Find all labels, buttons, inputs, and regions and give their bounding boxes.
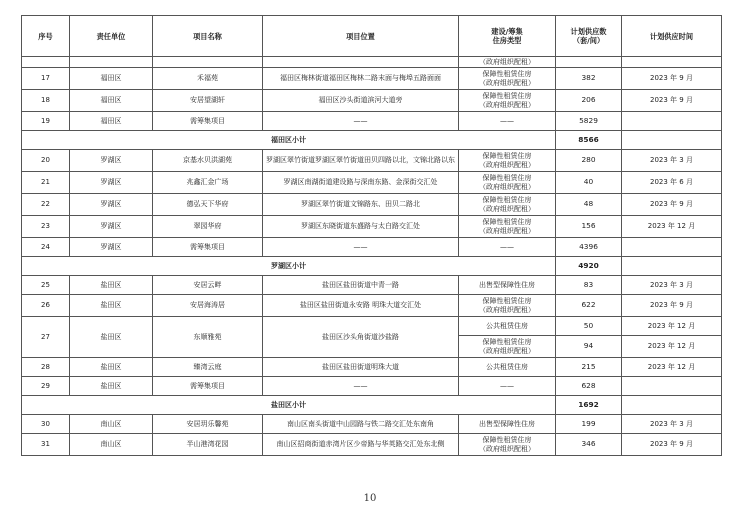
- cell-type: ——: [459, 238, 556, 257]
- cell-name: 需筹集项目: [153, 112, 263, 131]
- cell-name: 安居玥乐馨苑: [153, 415, 263, 434]
- cell-name: 翠园华府: [153, 216, 263, 238]
- cell-type: [459, 194, 556, 216]
- cell-quantity: 382: [556, 68, 622, 90]
- cell-type-line1: 保障性租赁住房: [482, 338, 532, 347]
- cell-location: 南山区南头街道中山园路与铁二路交汇处东南角: [263, 415, 459, 434]
- cell-quantity: 94: [556, 336, 622, 358]
- cell-type-line1: 保障性租赁住房: [482, 70, 532, 79]
- cell-time: 2023 年 9 月: [622, 434, 722, 456]
- cell-time: [622, 57, 722, 68]
- subtotal-value: 8566: [556, 131, 622, 150]
- header-line-1: 建设/筹集: [491, 27, 523, 36]
- cell-no: 30: [22, 415, 70, 434]
- cell-type-line2: （政府组织配租）: [479, 305, 535, 314]
- cell-quantity: 206: [556, 90, 622, 112]
- cell-unit: 南山区: [70, 415, 153, 434]
- cell-name: 需筹集项目: [153, 377, 263, 396]
- cell-location: 罗湖区东晓街道东盛路与太白路交汇处: [263, 216, 459, 238]
- subtotal-row: [22, 257, 722, 276]
- cell-name: 臻湾云庭: [153, 358, 263, 377]
- cell-unit: 盐田区: [70, 358, 153, 377]
- cell-quantity: 156: [556, 216, 622, 238]
- cell-location: 盐田区盐田街道明珠大道: [263, 358, 459, 377]
- cell-location: 福田区沙头街道滨河大道旁: [263, 90, 459, 112]
- cell-time: [622, 112, 722, 131]
- cell-time: [622, 396, 722, 415]
- header-unit: 责任单位: [70, 16, 153, 57]
- cell-no: 31: [22, 434, 70, 456]
- cell-location: 福田区梅林街道福田区梅林二路末面与梅埠五路面面: [263, 68, 459, 90]
- cell-type-line2: （政府组织配租）: [479, 444, 535, 453]
- table-row: [22, 57, 722, 68]
- cell-type-line1: 保障性租赁住房: [482, 92, 532, 101]
- cell-location: ——: [263, 112, 459, 131]
- cell-unit: 盐田区: [70, 276, 153, 295]
- table-row: [22, 216, 722, 238]
- cell-quantity: 346: [556, 434, 622, 456]
- cell-name: 安居云畔: [153, 276, 263, 295]
- subtotal-value: 1692: [556, 396, 622, 415]
- cell-name: 东顺雅苑: [153, 317, 263, 358]
- cell-name: 兆鑫汇金广场: [153, 172, 263, 194]
- table-row: [22, 68, 722, 90]
- cell-type-line2: （政府组织配租）: [479, 78, 535, 87]
- table-row: [22, 150, 722, 172]
- cell-time: 2023 年 9 月: [622, 90, 722, 112]
- cell-type: 出售型保障性住房: [459, 415, 556, 434]
- cell-quantity: 215: [556, 358, 622, 377]
- cell-unit: 罗湖区: [70, 238, 153, 257]
- cell-name: 禾福苑: [153, 68, 263, 90]
- cell-name: 京基水贝洪湖苑: [153, 150, 263, 172]
- cell-time: [622, 377, 722, 396]
- cell-location: 盐田区盐田街道中青一路: [263, 276, 459, 295]
- cell-type-line1: 保障性租赁住房: [482, 297, 532, 306]
- cell-no: 27: [22, 317, 70, 358]
- table-row: [22, 358, 722, 377]
- cell-quantity: 5829: [556, 112, 622, 131]
- cell-time: 2023 年 3 月: [622, 276, 722, 295]
- cell-quantity: 50: [556, 317, 622, 336]
- cell-time: 2023 年 3 月: [622, 415, 722, 434]
- cell-type: [459, 68, 556, 90]
- cell-time: 2023 年 12 月: [622, 358, 722, 377]
- cell-no: 29: [22, 377, 70, 396]
- cell-quantity: [556, 57, 622, 68]
- cell-name: 安居海涛居: [153, 295, 263, 317]
- cell-time: 2023 年 12 月: [622, 216, 722, 238]
- cell-type: 公共租赁住房: [459, 358, 556, 377]
- cell-type: ——: [459, 377, 556, 396]
- cell-type-line2: （政府组织配租）: [479, 160, 535, 169]
- header-name: 项目名称: [153, 16, 263, 57]
- cell-no: 25: [22, 276, 70, 295]
- cell-type: [459, 90, 556, 112]
- cell-quantity: 40: [556, 172, 622, 194]
- table-row: [22, 434, 722, 456]
- table-row: [22, 112, 722, 131]
- cell-no: 24: [22, 238, 70, 257]
- cell-type: （政府组织配租）: [459, 57, 556, 68]
- cell-time: 2023 年 9 月: [622, 295, 722, 317]
- cell-type-line1: 保障性租赁住房: [482, 196, 532, 205]
- cell-type: [459, 336, 556, 358]
- cell-unit: [70, 57, 153, 68]
- cell-type: [459, 150, 556, 172]
- cell-time: 2023 年 12 月: [622, 317, 722, 336]
- cell-name: 半山港湾花园: [153, 434, 263, 456]
- table-row: [22, 238, 722, 257]
- housing-plan-table-page: [21, 15, 721, 482]
- header-line-2: 住房类型: [492, 36, 522, 45]
- table-row: [22, 276, 722, 295]
- cell-location: 罗湖区南湖街道建设路与深南东路、金深街交汇处: [263, 172, 459, 194]
- cell-location: ——: [263, 238, 459, 257]
- cell-no: 17: [22, 68, 70, 90]
- cell-location: 罗湖区翠竹街道罗湖区翠竹街道田贝四路以北，文锦北路以东: [263, 150, 459, 172]
- cell-time: 2023 年 9 月: [622, 68, 722, 90]
- cell-no: 21: [22, 172, 70, 194]
- cell-type: 公共租赁住房: [459, 317, 556, 336]
- table-row: [22, 172, 722, 194]
- header-line-2: （套/间）: [572, 36, 605, 45]
- header-line-1: 计划供应数: [570, 27, 607, 36]
- cell-quantity: 83: [556, 276, 622, 295]
- cell-name: 德弘天下华府: [153, 194, 263, 216]
- cell-unit: 福田区: [70, 112, 153, 131]
- cell-no: 26: [22, 295, 70, 317]
- cell-unit: 罗湖区: [70, 172, 153, 194]
- cell-quantity: 280: [556, 150, 622, 172]
- table-header-row: [22, 16, 722, 57]
- cell-unit: 罗湖区: [70, 150, 153, 172]
- cell-no: 22: [22, 194, 70, 216]
- cell-quantity: 48: [556, 194, 622, 216]
- cell-location: 盐田区盐田街道永安路 明珠大道交汇处: [263, 295, 459, 317]
- cell-time: [622, 238, 722, 257]
- cell-no: [22, 57, 70, 68]
- cell-type-line2: （政府组织配租）: [479, 226, 535, 235]
- cell-type-line2: （政府组织配租）: [479, 346, 535, 355]
- cell-type-line1: 保障性租赁住房: [482, 436, 532, 445]
- header-location: 项目位置: [263, 16, 459, 57]
- cell-type-line2: （政府组织配租）: [479, 100, 535, 109]
- table-row: [22, 317, 722, 336]
- subtotal-row: [22, 131, 722, 150]
- cell-location: ——: [263, 377, 459, 396]
- cell-type: [459, 216, 556, 238]
- cell-time: [622, 131, 722, 150]
- cell-unit: 盐田区: [70, 317, 153, 358]
- cell-type-line2: （政府组织配租）: [479, 182, 535, 191]
- cell-type: [459, 172, 556, 194]
- cell-no: 28: [22, 358, 70, 377]
- cell-unit: 罗湖区: [70, 194, 153, 216]
- cell-no: 18: [22, 90, 70, 112]
- header-time: 计划供应时间: [622, 16, 722, 57]
- cell-time: 2023 年 12 月: [622, 336, 722, 358]
- table-row: [22, 377, 722, 396]
- cell-location: 罗湖区翠竹街道文锦路东、田贝二路北: [263, 194, 459, 216]
- cell-unit: 罗湖区: [70, 216, 153, 238]
- cell-no: 19: [22, 112, 70, 131]
- table-row: [22, 295, 722, 317]
- cell-type-line1: 保障性租赁住房: [482, 174, 532, 183]
- cell-location: 南山区招商街道赤湾片区少帝路与华英路交汇处东北侧: [263, 434, 459, 456]
- cell-time: 2023 年 9 月: [622, 194, 722, 216]
- cell-type-line1: 保障性租赁住房: [482, 218, 532, 227]
- table-row: [22, 90, 722, 112]
- housing-plan-table: [21, 15, 722, 456]
- cell-unit: 盐田区: [70, 295, 153, 317]
- subtotal-label: 罗湖区小计: [22, 257, 556, 276]
- cell-quantity: 622: [556, 295, 622, 317]
- cell-time: [622, 257, 722, 276]
- cell-name: [153, 57, 263, 68]
- subtotal-value: 4920: [556, 257, 622, 276]
- cell-name: 需筹集项目: [153, 238, 263, 257]
- cell-no: 23: [22, 216, 70, 238]
- subtotal-row: [22, 396, 722, 415]
- cell-unit: 福田区: [70, 68, 153, 90]
- subtotal-label: 福田区小计: [22, 131, 556, 150]
- cell-type: [459, 434, 556, 456]
- cell-time: 2023 年 3 月: [622, 150, 722, 172]
- cell-location: 盐田区沙头角街道沙盐路: [263, 317, 459, 358]
- cell-type: 出售型保障性住房: [459, 276, 556, 295]
- header-quantity: [556, 16, 622, 57]
- cell-type: [459, 295, 556, 317]
- cell-unit: 南山区: [70, 434, 153, 456]
- header-no: 序号: [22, 16, 70, 57]
- cell-type: ——: [459, 112, 556, 131]
- cell-quantity: 4396: [556, 238, 622, 257]
- cell-time: 2023 年 6 月: [622, 172, 722, 194]
- cell-quantity: 199: [556, 415, 622, 434]
- cell-name: 安居望湖轩: [153, 90, 263, 112]
- cell-type-line2: （政府组织配租）: [479, 204, 535, 213]
- table-row: [22, 415, 722, 434]
- cell-location: [263, 57, 459, 68]
- subtotal-label: 盐田区小计: [22, 396, 556, 415]
- cell-no: 20: [22, 150, 70, 172]
- cell-unit: 盐田区: [70, 377, 153, 396]
- cell-type-line1: 保障性租赁住房: [482, 152, 532, 161]
- cell-quantity: 628: [556, 377, 622, 396]
- header-type: [459, 16, 556, 57]
- cell-unit: 福田区: [70, 90, 153, 112]
- table-row: [22, 194, 722, 216]
- page-number: 10: [363, 493, 377, 504]
